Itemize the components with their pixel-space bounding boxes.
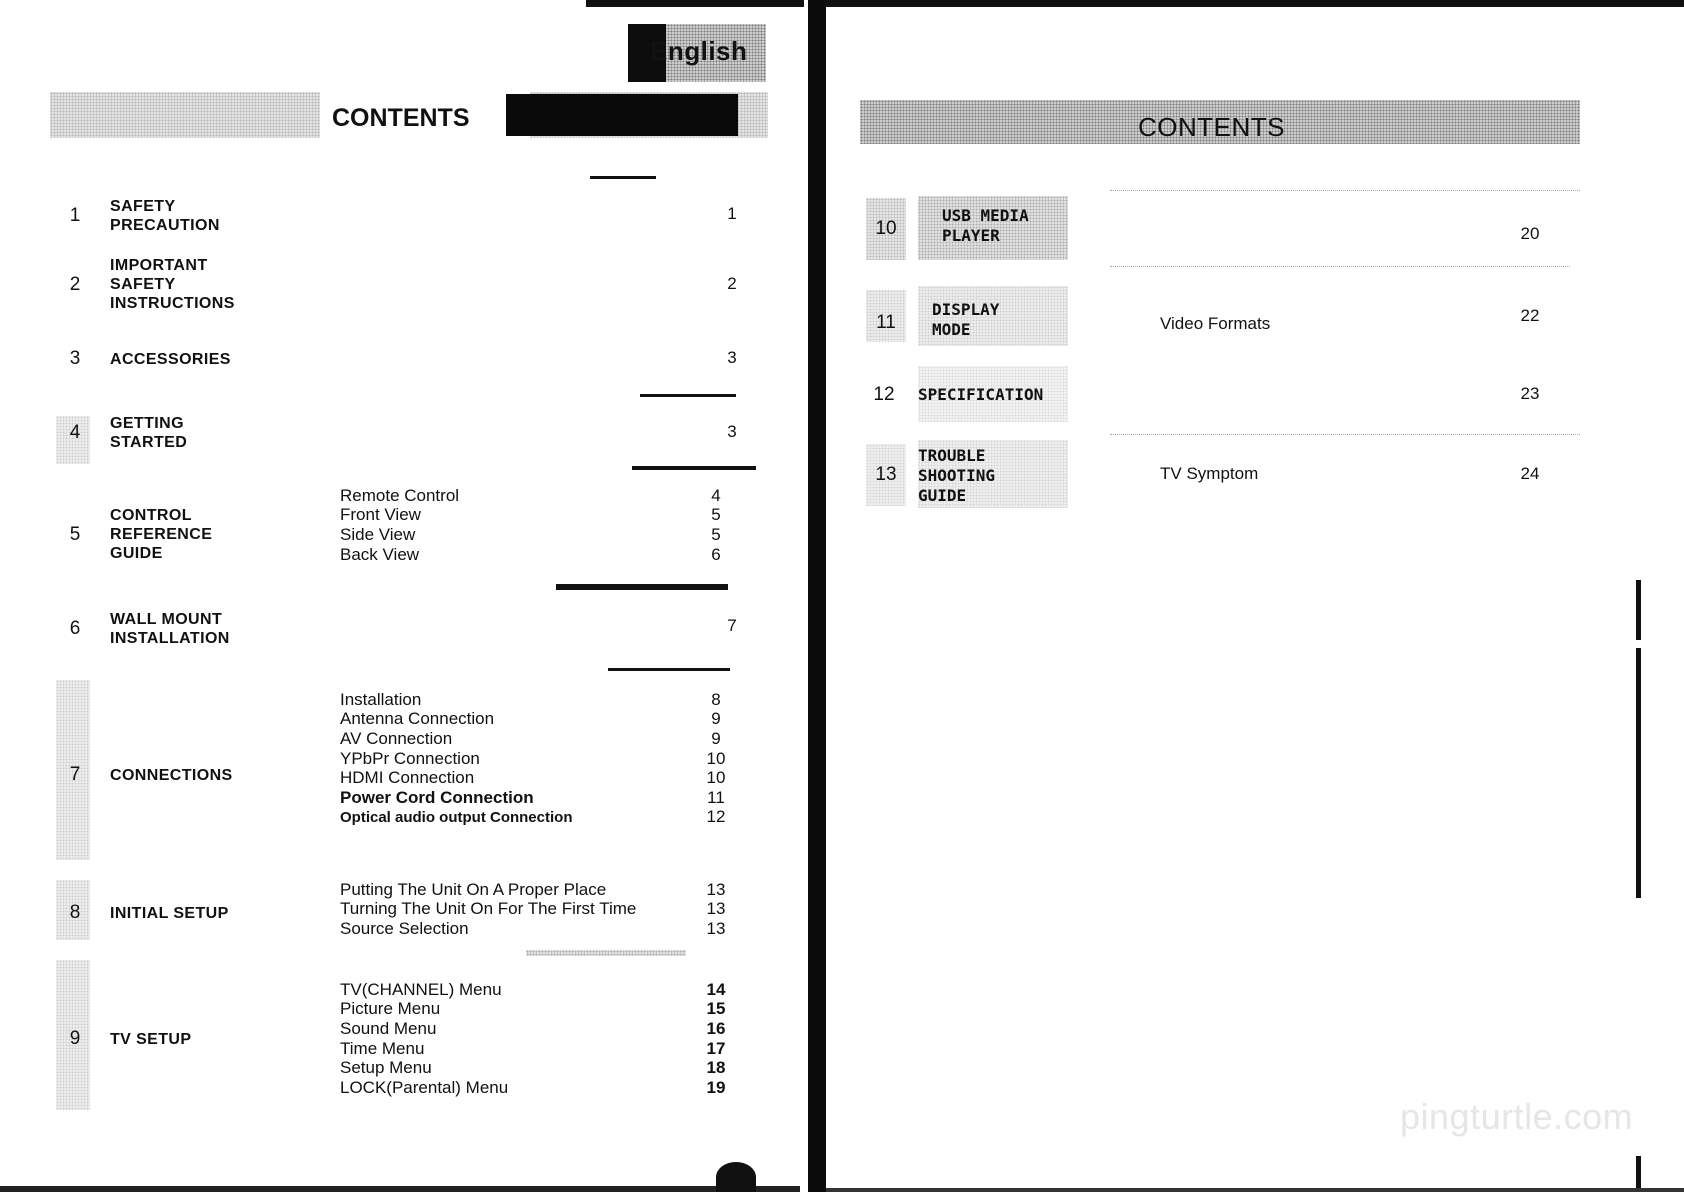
section-title[interactable] bbox=[932, 300, 999, 340]
section-rule bbox=[640, 394, 736, 397]
list-item[interactable]: Side View 5 bbox=[340, 524, 721, 544]
section-title-line: CONTROL bbox=[110, 507, 192, 524]
section-title-line: REFERENCE bbox=[110, 526, 213, 543]
section-title[interactable] bbox=[110, 197, 220, 235]
section-number: 8 bbox=[69, 902, 81, 923]
section-title-line: SAFETY bbox=[110, 276, 176, 293]
section-title[interactable] bbox=[918, 446, 995, 506]
section-title-line: TROUBLE bbox=[918, 446, 986, 465]
language-tab bbox=[628, 24, 766, 82]
page-title: CONTENTS bbox=[332, 104, 470, 132]
section-title-line: CONNECTIONS bbox=[110, 767, 233, 784]
section-title-line: INSTALLATION bbox=[110, 630, 230, 647]
scan-edge-top bbox=[826, 0, 1684, 7]
section-title-line: GUIDE bbox=[110, 545, 163, 562]
section-title-line: SAFETY bbox=[110, 198, 176, 215]
section-title[interactable] bbox=[918, 385, 1043, 405]
section-page: 20 bbox=[1520, 224, 1540, 243]
separator bbox=[1110, 266, 1570, 268]
subsection-label: TV Symptom bbox=[1160, 464, 1259, 483]
section-title[interactable] bbox=[110, 256, 235, 313]
list-item[interactable]: Setup Menu 18 bbox=[340, 1058, 726, 1078]
list-item[interactable]: YPbPr Connection 10 bbox=[340, 748, 726, 768]
scan-edge-bottom bbox=[826, 1188, 1684, 1192]
section-title-line: USB MEDIA bbox=[942, 206, 1029, 225]
list-item[interactable]: Remote Control 4 bbox=[340, 485, 721, 505]
list-item[interactable]: Power Cord Connection 11 bbox=[340, 787, 725, 807]
separator bbox=[1110, 434, 1580, 436]
section-title-line: DISPLAY bbox=[932, 300, 1000, 319]
section-number: 13 bbox=[875, 464, 897, 485]
section-rule bbox=[590, 176, 656, 179]
list-item[interactable]: Antenna Connection 9 bbox=[340, 709, 721, 729]
section-page: 22 bbox=[1520, 306, 1540, 325]
section-title-line: GETTING bbox=[110, 415, 184, 432]
section-number: 4 bbox=[69, 422, 81, 443]
section-title[interactable] bbox=[110, 506, 212, 563]
page-title: CONTENTS bbox=[1138, 112, 1285, 142]
section-page: 1 bbox=[727, 204, 737, 223]
list-item[interactable]: AV Connection 9 bbox=[340, 728, 721, 748]
list-item[interactable]: TV(CHANNEL) Menu 14 bbox=[340, 979, 726, 999]
left-page bbox=[0, 0, 810, 1192]
section-page: 7 bbox=[727, 616, 737, 635]
subsection-list bbox=[340, 690, 730, 827]
list-item[interactable]: Front View 5 bbox=[340, 505, 721, 525]
section-title[interactable] bbox=[110, 766, 233, 785]
section-page: 2 bbox=[727, 274, 737, 293]
section-number: 11 bbox=[876, 312, 896, 333]
section-number: 10 bbox=[875, 218, 897, 239]
section-title-line: IMPORTANT bbox=[110, 257, 208, 274]
scan-edge-mark bbox=[1636, 1156, 1641, 1192]
list-item[interactable]: Turning The Unit On For The First Time 13 bbox=[340, 899, 726, 919]
section-title-line: PRECAUTION bbox=[110, 217, 220, 234]
section-number: 3 bbox=[69, 348, 81, 369]
subsection-list bbox=[340, 880, 730, 939]
list-item[interactable]: Back View 6 bbox=[340, 544, 721, 564]
section-number: 12 bbox=[873, 384, 895, 405]
section-page: 23 bbox=[1520, 384, 1540, 403]
list-item[interactable]: HDMI Connection 10 bbox=[340, 768, 726, 788]
section-title[interactable] bbox=[110, 350, 231, 369]
section-title-line: INSTRUCTIONS bbox=[110, 295, 235, 312]
section-number: 7 bbox=[69, 764, 81, 785]
section-title-line: WALL MOUNT bbox=[110, 611, 223, 628]
section-title[interactable] bbox=[110, 414, 187, 452]
language-label: English bbox=[650, 36, 748, 66]
section-page: 24 bbox=[1520, 464, 1540, 483]
list-item[interactable]: Sound Menu 16 bbox=[340, 1018, 726, 1038]
section-title-line: STARTED bbox=[110, 434, 188, 451]
section-number: 6 bbox=[69, 618, 81, 639]
subsection-list bbox=[340, 486, 730, 564]
list-item[interactable]: Optical audio output Connection 12 bbox=[340, 807, 726, 827]
separator bbox=[1110, 190, 1580, 192]
subsection-list bbox=[340, 980, 730, 1098]
subsection-label: Video Formats bbox=[1160, 314, 1271, 333]
section-title-line: TV SETUP bbox=[110, 1031, 192, 1048]
list-item[interactable]: Source Selection 13 bbox=[340, 918, 726, 938]
list-item[interactable]: LOCK(Parental) Menu 19 bbox=[340, 1077, 726, 1097]
section-page: 3 bbox=[727, 422, 737, 441]
section-rule bbox=[526, 950, 686, 956]
section-title[interactable] bbox=[110, 1030, 191, 1049]
section-title[interactable] bbox=[110, 610, 230, 648]
section-title[interactable] bbox=[110, 904, 229, 923]
list-item[interactable]: Time Menu 17 bbox=[340, 1038, 726, 1058]
scan-edge-mark bbox=[1636, 580, 1641, 640]
section-title[interactable] bbox=[942, 206, 1029, 246]
scan-blob bbox=[716, 1162, 756, 1192]
section-title-line: MODE bbox=[932, 320, 971, 339]
list-item[interactable]: Putting The Unit On A Proper Place 13 bbox=[340, 879, 726, 899]
scan-edge-top bbox=[586, 0, 804, 7]
scan-edge-mark bbox=[1636, 648, 1641, 898]
section-title-line: GUIDE bbox=[918, 486, 967, 505]
section-rule bbox=[632, 466, 756, 470]
section-rule bbox=[608, 668, 730, 671]
section-title-line: SPECIFICATION bbox=[918, 385, 1044, 404]
list-item[interactable]: Picture Menu 15 bbox=[340, 999, 726, 1019]
section-title-line: INITIAL SETUP bbox=[110, 905, 229, 922]
section-title-line: ACCESSORIES bbox=[110, 351, 231, 368]
page-gutter bbox=[808, 0, 826, 1192]
section-rule bbox=[556, 584, 728, 590]
list-item[interactable]: Installation 8 bbox=[340, 689, 721, 709]
section-page: 3 bbox=[727, 348, 737, 367]
section-number: 9 bbox=[69, 1028, 81, 1049]
section-title-line: PLAYER bbox=[942, 226, 1000, 245]
watermark: pingturtle.com bbox=[1400, 1096, 1634, 1137]
section-number: 2 bbox=[69, 274, 81, 295]
section-number: 5 bbox=[69, 524, 81, 545]
section-number: 1 bbox=[69, 205, 81, 226]
scan-edge-bottom bbox=[0, 1186, 800, 1192]
section-title-line: SHOOTING bbox=[918, 466, 996, 485]
